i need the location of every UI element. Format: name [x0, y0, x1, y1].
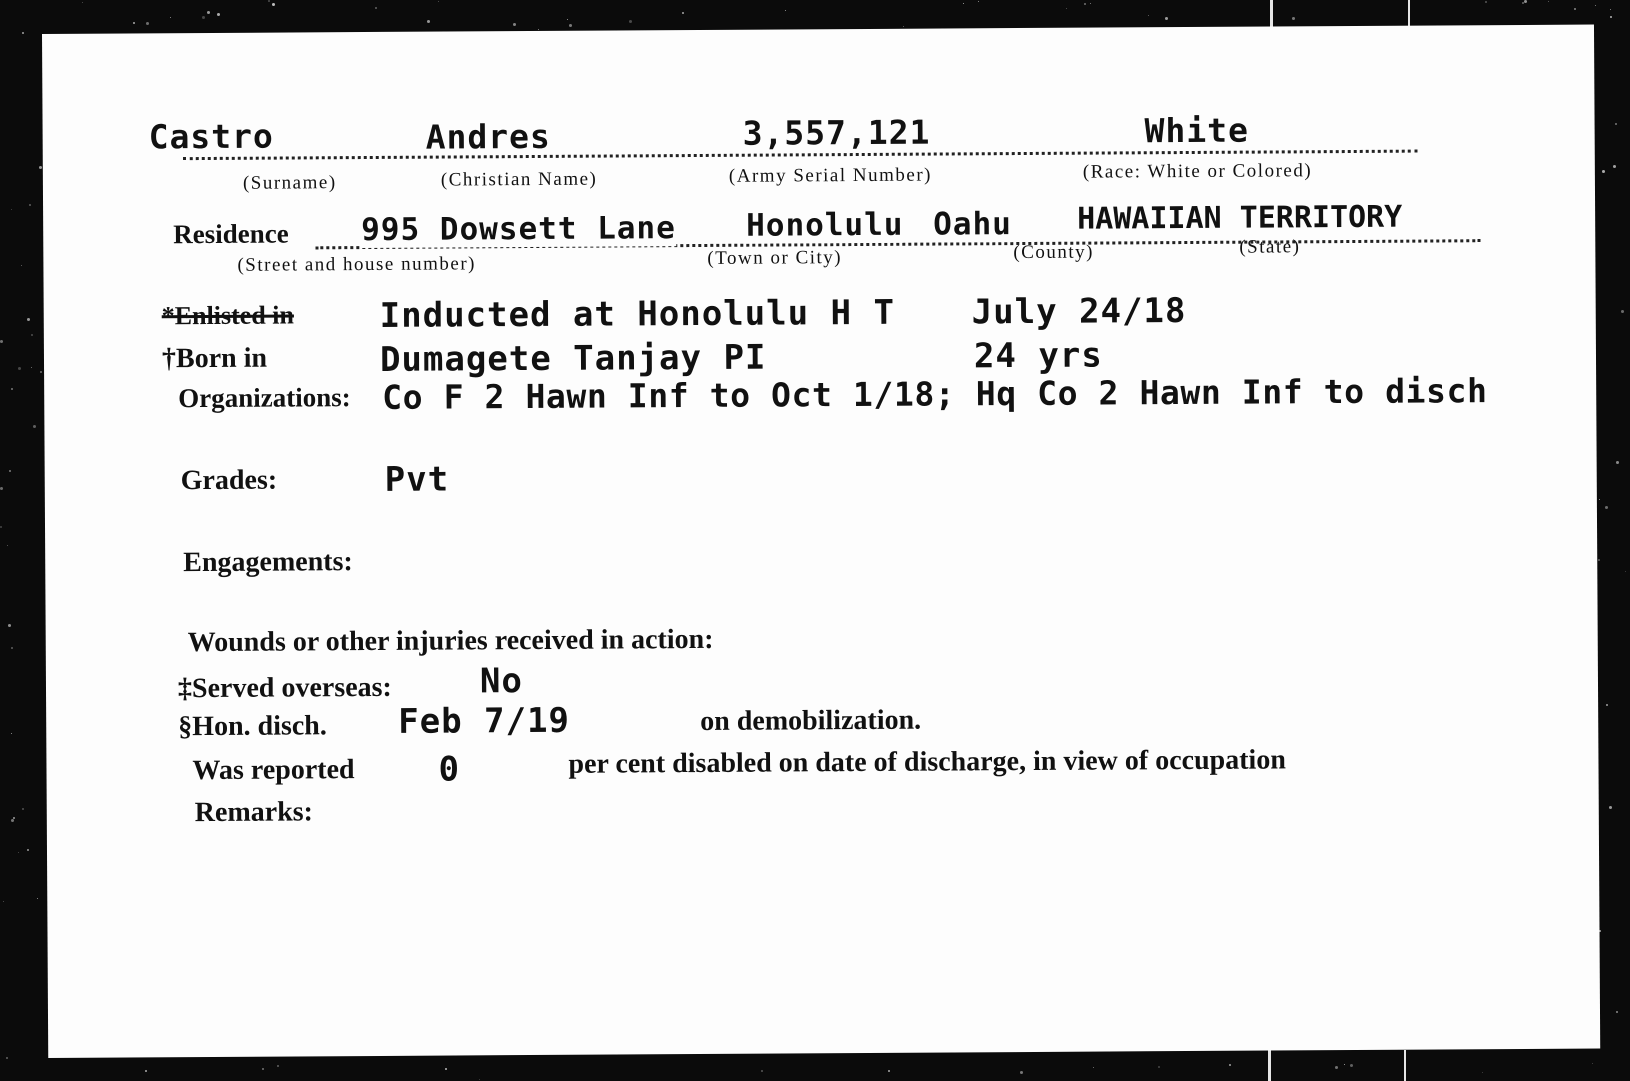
scan-speck [963, 3, 964, 4]
scan-speck [11, 647, 13, 649]
enlisted-label: *Enlisted in [161, 300, 295, 331]
state-value: HAWAIIAN TERRITORY [1077, 199, 1403, 237]
scan-speck [27, 849, 29, 851]
scan-speck [11, 209, 12, 210]
scan-speck [37, 898, 38, 899]
scan-speck [82, 2, 83, 3]
scan-speck [31, 334, 33, 336]
scan-speck [785, 10, 786, 11]
scan-speck [31, 367, 32, 368]
scan-speck [1148, 15, 1149, 16]
scan-speck [11, 819, 14, 822]
disability-suffix: per cent disabled on date of discharge, in view of occupation [568, 744, 1286, 780]
scan-speck [1574, 8, 1576, 10]
scan-edge-mark [1404, 1050, 1406, 1081]
scan-speck [18, 852, 19, 853]
disability-label: Was reported [192, 754, 355, 787]
scan-speck [1616, 1011, 1618, 1013]
scan-speck [1344, 1064, 1345, 1065]
wounds-label: Wounds or other injuries received in action: [187, 623, 714, 659]
scan-speck [1158, 1066, 1160, 1068]
scan-speck [1592, 1063, 1593, 1064]
scan-speck [39, 166, 42, 169]
hon-disch-value: Feb 7/19 [398, 700, 571, 742]
scan-speck [1595, 5, 1596, 6]
scan-speck [567, 19, 568, 20]
scan-speck [8, 624, 11, 627]
scan-speck [1625, 571, 1626, 572]
town-value: Honolulu [746, 206, 904, 244]
scan-speck [29, 204, 31, 206]
street-value: 995 Dowsett Lane [361, 210, 676, 249]
scan-speck [217, 13, 220, 16]
scan-speck [277, 1065, 279, 1067]
disability-value: 0 [438, 749, 461, 790]
enlisted-date: July 24/18 [971, 291, 1187, 333]
scan-speck [202, 16, 205, 19]
scan-speck [0, 487, 3, 490]
scan-speck [1610, 16, 1612, 18]
scan-speck [1093, 1067, 1094, 1068]
scan-speck [22, 808, 24, 810]
scan-speck [145, 1070, 147, 1072]
scan-speck [33, 425, 36, 428]
scan-speck [1524, 0, 1527, 3]
scan-speck [427, 20, 430, 23]
race-value: White [1144, 110, 1250, 151]
scan-speck [1598, 559, 1600, 561]
scan-speck [0, 340, 3, 343]
scan-speck [1613, 165, 1616, 168]
scan-speck [0, 526, 2, 528]
scan-speck [21, 265, 22, 266]
scan-speck [27, 318, 30, 321]
served-overseas-value: No [479, 661, 524, 702]
scan-speck [9, 470, 11, 472]
scan-speck [1084, 3, 1086, 5]
grades-value: Pvt [384, 459, 450, 500]
scan-speck [1606, 704, 1608, 706]
engagements-label: Engagements: [183, 546, 353, 579]
scan-speck [1020, 1071, 1023, 1074]
scan-speck [170, 17, 171, 18]
organizations-value: Co F 2 Hawn Inf to Oct 1/18; Hq Co 2 Hawn Inf to disch [382, 371, 1488, 417]
scan-speck [888, 1070, 890, 1072]
scan-speck [1335, 1066, 1338, 1069]
scan-speck [1615, 123, 1617, 125]
scan-speck [207, 11, 210, 14]
army-serial-number-value: 3,557,121 [742, 112, 931, 153]
scan-speck [682, 12, 684, 14]
town-caption: (Town or City) [707, 247, 843, 269]
scan-speck [978, 1, 979, 2]
scan-speck [479, 1079, 480, 1080]
scan-edge-mark [1268, 1050, 1271, 1081]
scan-speck [1602, 170, 1605, 173]
scan-speck [1350, 1064, 1353, 1067]
christian-name-value: Andres [425, 116, 551, 157]
state-caption: (State) [1239, 236, 1301, 258]
grades-label: Grades: [180, 464, 278, 497]
scan-speck [375, 7, 377, 9]
scan-speck [1066, 8, 1067, 9]
scan-speck [569, 24, 572, 27]
hon-disch-label: §Hon. disch. [178, 710, 327, 743]
scan-speck [1292, 17, 1295, 20]
served-overseas-label: ‡Served overseas: [177, 671, 392, 705]
scan-speck [1482, 1072, 1483, 1073]
scan-speck [3, 901, 4, 902]
hon-disch-suffix: on demobilization. [700, 704, 922, 737]
scan-speck [6, 1057, 8, 1059]
county-value: Oahu [933, 206, 1012, 243]
scan-speck [11, 388, 13, 390]
christian-name-caption: (Christian Name) [440, 168, 598, 191]
scan-speck [629, 20, 632, 23]
street-caption: (Street and house number) [237, 253, 477, 276]
remarks-label: Remarks: [194, 796, 314, 829]
scan-speck [133, 22, 135, 24]
scan-speck [1605, 506, 1608, 509]
scan-speck [22, 32, 24, 34]
scan-speck [903, 26, 904, 27]
scan-speck [40, 371, 42, 373]
residence-label: Residence [173, 218, 289, 250]
scan-speck [146, 22, 149, 25]
surname-caption: (Surname) [242, 172, 337, 194]
scan-speck [1616, 461, 1619, 464]
organizations-label: Organizations: [178, 382, 351, 414]
scan-speck [1165, 17, 1168, 20]
scan-speck [1621, 310, 1624, 313]
scan-speck [438, 1, 439, 2]
enlisted-value: Inducted at Honolulu H T [379, 292, 896, 336]
scan-speck [272, 3, 275, 6]
born-age: 24 yrs [973, 335, 1103, 377]
scan-speck [18, 367, 21, 370]
scan-speck [1090, 3, 1091, 4]
scan-speck [7, 545, 8, 546]
scan-speck [1610, 9, 1611, 10]
scan-speck [11, 733, 12, 734]
army-serial-number-caption: (Army Serial Number) [728, 164, 933, 187]
scan-speck [1609, 806, 1612, 809]
scan-speck [1599, 499, 1600, 500]
born-value: Dumagete Tanjay PI [379, 337, 767, 380]
scan-speck [1485, 1, 1487, 3]
county-caption: (County) [1013, 241, 1095, 264]
scan-speck [268, 0, 270, 2]
scan-speck [538, 29, 539, 30]
race-caption: (Race: White or Colored) [1082, 160, 1313, 183]
scan-speck [1229, 1064, 1231, 1066]
scan-speck [513, 23, 516, 26]
service-record-card [42, 25, 1600, 1058]
born-label: †Born in [161, 342, 268, 375]
scan-speck [262, 1068, 264, 1070]
surname-value: Castro [148, 116, 274, 157]
scan-speck [761, 1070, 763, 1072]
scan-speck [1548, 1, 1549, 2]
scan-speck [445, 1068, 447, 1070]
